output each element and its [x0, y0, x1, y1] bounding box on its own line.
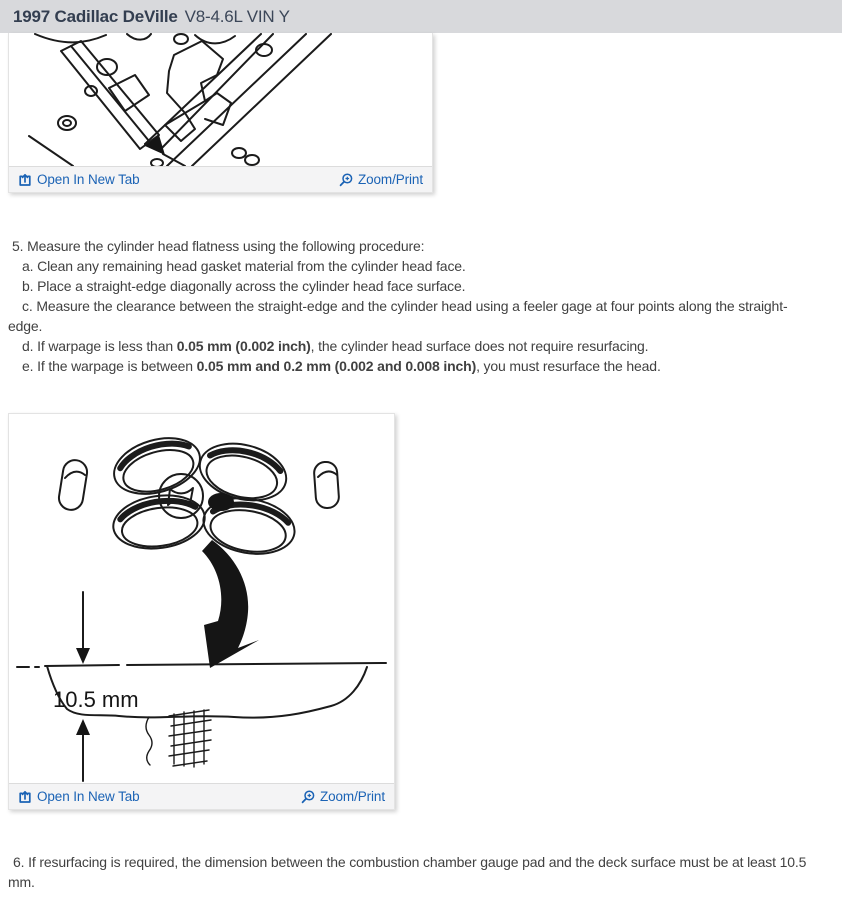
plug-hole — [208, 493, 234, 511]
open-in-new-tab-label: Open In New Tab — [37, 172, 140, 187]
step5-instructions — [8, 236, 813, 376]
figure-card-top — [8, 33, 433, 193]
zoom-print-label: Zoom/Print — [357, 172, 423, 187]
step5-e-tail: , you must resurface the head. — [476, 358, 661, 374]
zoom-print-link[interactable] — [339, 172, 423, 187]
step5-e-text: e. If the warpage is between — [22, 358, 197, 374]
header-bar — [0, 0, 842, 33]
step5-d-tail: , the cylinder head surface does not require resurfacing. — [310, 338, 649, 354]
pointer-arrow — [202, 540, 259, 668]
page-title: 1997 Cadillac DeVille — [13, 6, 178, 26]
combustion-chamber-drawing — [9, 414, 394, 783]
step5-d-text: d. If warpage is less than — [22, 338, 177, 354]
figure-top-toolbar — [9, 166, 432, 192]
figure-card-bottom — [8, 413, 395, 810]
step5-b: b. Place a straight-edge diagonally across the cylinder head face surface. — [22, 278, 466, 294]
zoom-magnifier-icon — [339, 173, 353, 187]
step5-e-spec: 0.05 mm and 0.2 mm (0.002 and 0.008 inch) — [196, 358, 477, 374]
open-in-new-tab-link[interactable] — [18, 789, 140, 804]
step5-c: c. Measure the clearance between the straight-edge and the cylinder head using a feeler gage at four points along the straight-edge. — [8, 298, 788, 334]
zoom-magnifier-icon — [301, 790, 315, 804]
figure-bottom-toolbar — [9, 783, 394, 809]
open-in-new-tab-link[interactable] — [18, 172, 140, 187]
dimension-arrow-down — [76, 648, 90, 664]
zoom-print-label: Zoom/Print — [319, 789, 385, 804]
zoom-print-link[interactable] — [301, 789, 385, 804]
dimension-arrow-up — [76, 719, 90, 735]
step5-lead: 5. Measure the cylinder head flatness using the following procedure: — [12, 238, 425, 254]
page-subtitle: V8-4.6L VIN Y — [184, 6, 290, 26]
step6-instruction: 6. If resurfacing is required, the dimension between the combustion chamber gauge pad and the deck surface must be at least 10.5 mm. — [8, 854, 807, 890]
step5-e — [22, 356, 813, 376]
open-in-new-tab-icon — [18, 790, 32, 804]
step5-d-spec: 0.05 mm (0.002 inch) — [176, 338, 311, 354]
open-in-new-tab-label: Open In New Tab — [37, 789, 140, 804]
cylinder-head-drawing — [9, 33, 432, 166]
open-in-new-tab-icon — [18, 173, 32, 187]
dimension-label: 10.5 mm — [53, 687, 139, 712]
figure-top-image — [9, 33, 432, 166]
step5-a: a. Clean any remaining head gasket material from the cylinder head face. — [22, 258, 466, 274]
figure-bottom-image — [9, 414, 394, 783]
step5-d — [22, 336, 813, 356]
